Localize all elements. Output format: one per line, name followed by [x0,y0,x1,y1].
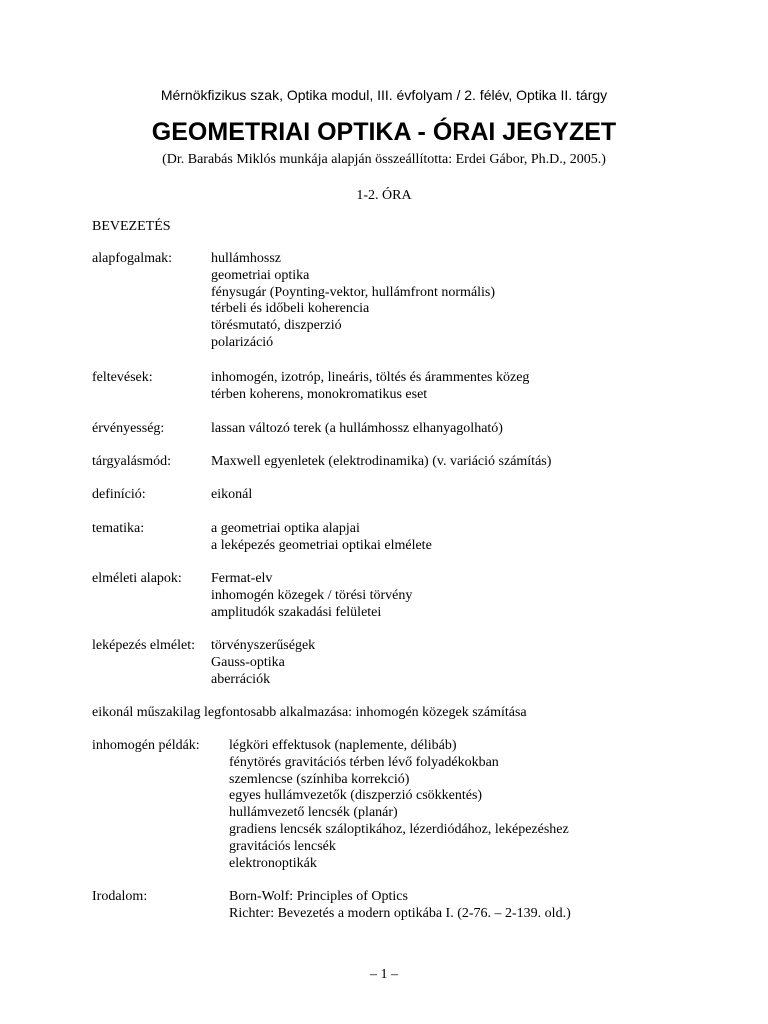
list-item: Gauss-optika [211,654,285,670]
section-label: elméleti alapok: [92,571,182,586]
list-item: geometriai optika [211,267,310,283]
section-label: Irodalom: [92,889,148,904]
section-label: leképezés elmélet: [92,638,195,653]
section-items [211,571,412,621]
list-item: gradiens lencsék száloptikához, lézerdiódához, leképezéshez [229,821,569,837]
section-label: feltevések: [92,370,153,385]
list-item: inhomogén közegek / törési törvény [211,587,413,603]
section-label: tematika: [92,521,145,536]
list-item: egyes hullámvezetők (diszperzió csökkentés) [229,788,483,804]
document-title: GEOMETRIAI OPTIKA - ÓRAI JEGYZET [151,118,617,146]
list-item: fénytörés gravitációs térben lévő folyadékokban [229,754,499,770]
section-label: definíció: [92,487,146,502]
section-items [211,370,529,404]
section-items [211,638,315,688]
list-item: törvényszerűségek [211,638,316,653]
list-item: térben koherens, monokromatikus eset [211,386,428,402]
list-item: törésmutató, diszperzió [211,318,342,334]
list-item: amplitudók szakadási felületei [211,604,382,620]
list-item: Born-Wolf: Principles of Optics [229,889,408,904]
list-item: térbeli és időbeli koherencia [211,301,370,317]
list-item: polarizáció [211,334,274,350]
section-label: érvényesség: [92,421,165,436]
section-label: inhomogén példák: [92,738,200,753]
list-item: eikonál [211,487,253,502]
document-subtitle: (Dr. Barabás Miklós munkája alapján összeállította: Erdei Gábor, Ph.D., 2005.) [162,152,606,167]
section-label: tárgyalásmód: [92,454,172,469]
list-item: szemlencse (színhiba korrekció) [229,771,410,787]
section-items [211,251,495,352]
course-header: Mérnökfizikus szak, Optika modul, III. évfolyam / 2. félév, Optika II. tárgy [160,87,608,103]
list-item: Fermat-elv [211,571,273,586]
section-items [229,738,569,872]
list-item: aberrációk [211,671,271,687]
section-label: alapfogalmak: [92,251,173,266]
section-items [211,421,503,438]
list-item: fénysugár (Poynting-vektor, hullámfront normális) [211,284,496,300]
list-item: a geometriai optika alapjai [211,521,360,536]
list-item: hullámhossz [211,251,281,266]
list-item: gravitációs lencsék [229,838,336,854]
list-item: Maxwell egyenletek (elektrodinamika) (v. variáció számítás) [211,454,552,469]
section-items [211,454,551,471]
list-item: inhomogén, izotróp, lineáris, töltés és árammentes közeg [211,370,530,385]
list-item: lassan változó terek (a hullámhossz elhanyagolható) [211,421,503,436]
list-item: légköri effektusok (naplemente, délibáb) [229,738,457,753]
section-items [229,889,571,923]
list-item: a leképezés geometriai optikai elmélete [211,537,432,553]
section-items [211,521,432,555]
intro-heading: BEVEZETÉS [92,219,171,234]
page-number: – 1 – [370,967,398,982]
section-items [211,487,252,504]
section-label: eikonál műszakilag legfontosabb alkalmazása: inhomogén közegek számítása [92,705,527,720]
list-item: elektronoptikák [229,855,317,871]
lecture-number: 1-2. ÓRA [356,188,412,203]
list-item: hullámvezető lencsék (planár) [229,805,398,821]
list-item: Richter: Bevezetés a modern optikába I. (2-76. – 2-139. old.) [229,905,571,921]
